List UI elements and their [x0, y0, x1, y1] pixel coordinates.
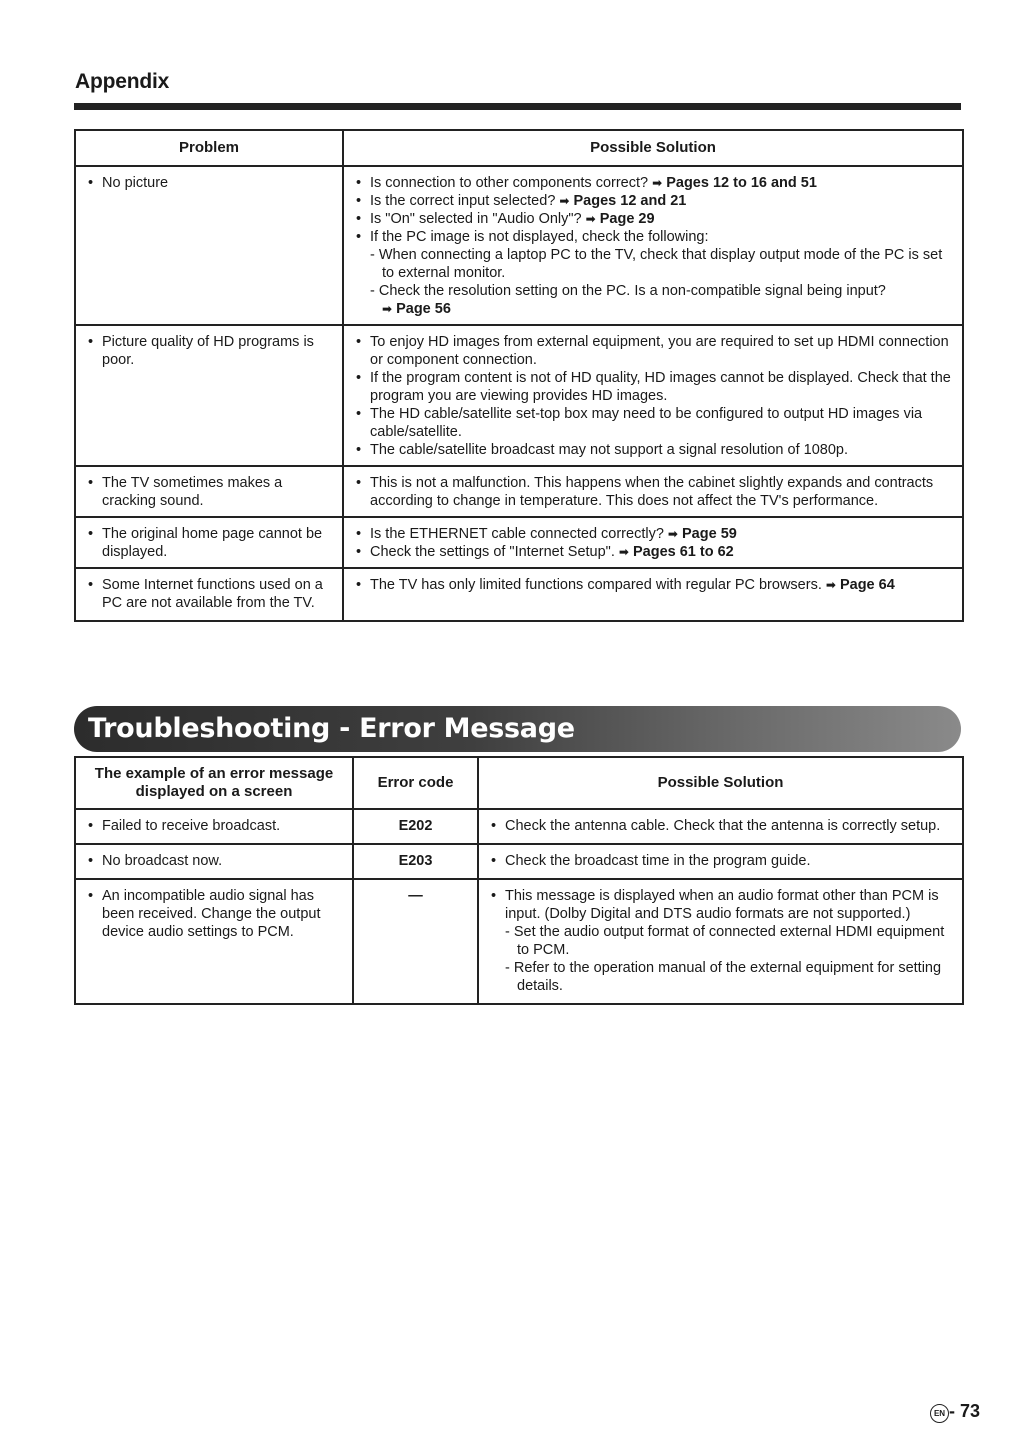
solution-header: Possible Solution	[478, 757, 963, 809]
language-en-icon: EN	[930, 1404, 949, 1423]
problems-table	[74, 129, 964, 622]
example-header: The example of an error message displayed on a screen	[75, 757, 353, 809]
title-rule	[74, 103, 961, 110]
page-title: Appendix	[75, 70, 170, 93]
table-row	[75, 879, 963, 1004]
solution-item: • To enjoy HD images from external equipment, you are required to set up HDMI connection or component connection.	[354, 333, 954, 369]
table-row	[75, 568, 963, 621]
solution-item: • If the program content is not of HD quality, HD images cannot be displayed. Check that the program you are viewing provides HD images.	[354, 369, 954, 405]
problem-cell: • The original home page cannot be displayed.	[86, 525, 334, 561]
page-reference: Pages 61 to 62	[632, 544, 734, 560]
table-row	[75, 844, 963, 879]
solution-item: • Is "On" selected in "Audio Only"? ➡ Page 29	[354, 210, 954, 228]
sub-item: - Refer to the operation manual of the external equipment for setting details.	[505, 959, 954, 995]
arrow-icon: ➡	[585, 212, 596, 226]
solution-item: • Is connection to other components correct? ➡ Pages 12 to 16 and 51	[354, 174, 954, 192]
error-code: E202	[353, 809, 478, 844]
table-row	[75, 166, 963, 325]
error-message-cell: • An incompatible audio signal has been received. Change the output device audio settings to PCM.	[86, 887, 344, 941]
solution-item: • Check the broadcast time in the program guide.	[489, 852, 954, 870]
solution-item: • Check the antenna cable. Check that the antenna is correctly setup.	[489, 817, 954, 835]
page-reference: Pages 12 and 21	[573, 193, 687, 209]
page-reference: Page 59	[682, 526, 737, 542]
arrow-icon: ➡	[559, 194, 570, 208]
solution-item: • The HD cable/satellite set-top box may need to be configured to output HD images via cable/satellite.	[354, 405, 954, 441]
solution-item: • Is the ETHERNET cable connected correctly? ➡ Page 59	[354, 525, 954, 543]
sub-item: - Check the resolution setting on the PC. Is a non-compatible signal being input? ➡ Page 56	[370, 282, 954, 318]
solution-item: • The cable/satellite broadcast may not support a signal resolution of 1080p.	[354, 441, 954, 459]
error-code: —	[353, 879, 478, 1004]
solution-item: • This is not a malfunction. This happens when the cabinet slightly expands and contracts according to change in temperature. This does not affect the TV's performance.	[354, 474, 954, 510]
solution-item: • The TV has only limited functions compared with regular PC browsers. ➡ Page 64	[354, 576, 954, 594]
error-message-table	[74, 756, 964, 1005]
table-row	[75, 325, 963, 466]
problem-cell: • The TV sometimes makes a cracking sound.	[86, 474, 334, 510]
error-code: E203	[353, 844, 478, 879]
problem-cell: • Picture quality of HD programs is poor.	[86, 333, 334, 369]
page-number: EN - 73	[930, 1401, 980, 1423]
table-row	[75, 466, 963, 517]
sub-item: - When connecting a laptop PC to the TV, check that display output mode of the PC is set to external monitor.	[370, 246, 954, 282]
solution-header: Possible Solution	[343, 130, 963, 166]
section-title: Troubleshooting - Error Message	[88, 713, 575, 744]
problem-header: Problem	[75, 130, 343, 166]
arrow-icon: ➡	[667, 527, 678, 541]
solution-item: • Is the correct input selected? ➡ Pages 12 and 21	[354, 192, 954, 210]
arrow-icon: ➡	[618, 545, 629, 559]
table-header-row	[75, 757, 963, 809]
solution-item: • If the PC image is not displayed, check the following: - When connecting a laptop PC to the TV, check that display output mode of the PC is set to external monitor. - Check the resolution setting on the PC. Is a non-compatible signal being input? ➡ Page 56	[354, 228, 954, 318]
solution-item: • Check the settings of "Internet Setup". ➡ Pages 61 to 62	[354, 543, 954, 561]
table-row	[75, 517, 963, 568]
problem-cell: • No picture	[86, 174, 334, 192]
page-reference: Page 29	[599, 211, 655, 227]
arrow-icon: ➡	[652, 176, 663, 190]
arrow-icon: ➡	[825, 578, 836, 592]
problem-cell: • Some Internet functions used on a PC are not available from the TV.	[86, 576, 334, 612]
solution-item: • This message is displayed when an audio format other than PCM is input. (Dolby Digital and DTS audio formats are not supported.) - Set the audio output format of connected external HDMI equipment to PCM. - Refer to the operation manual of the external equipment for setting details.	[489, 887, 954, 995]
section-banner	[74, 706, 961, 752]
error-message-cell: • Failed to receive broadcast.	[86, 817, 344, 835]
table-header-row	[75, 130, 963, 166]
error-message-cell: • No broadcast now.	[86, 852, 344, 870]
table-row	[75, 809, 963, 844]
sub-item: - Set the audio output format of connected external HDMI equipment to PCM.	[505, 923, 954, 959]
page-reference: Page 56	[396, 301, 451, 317]
page-reference: Page 64	[839, 577, 895, 593]
arrow-icon: ➡	[382, 302, 393, 316]
code-header: Error code	[353, 757, 478, 809]
page-reference: Pages 12 to 16 and 51	[666, 175, 817, 191]
